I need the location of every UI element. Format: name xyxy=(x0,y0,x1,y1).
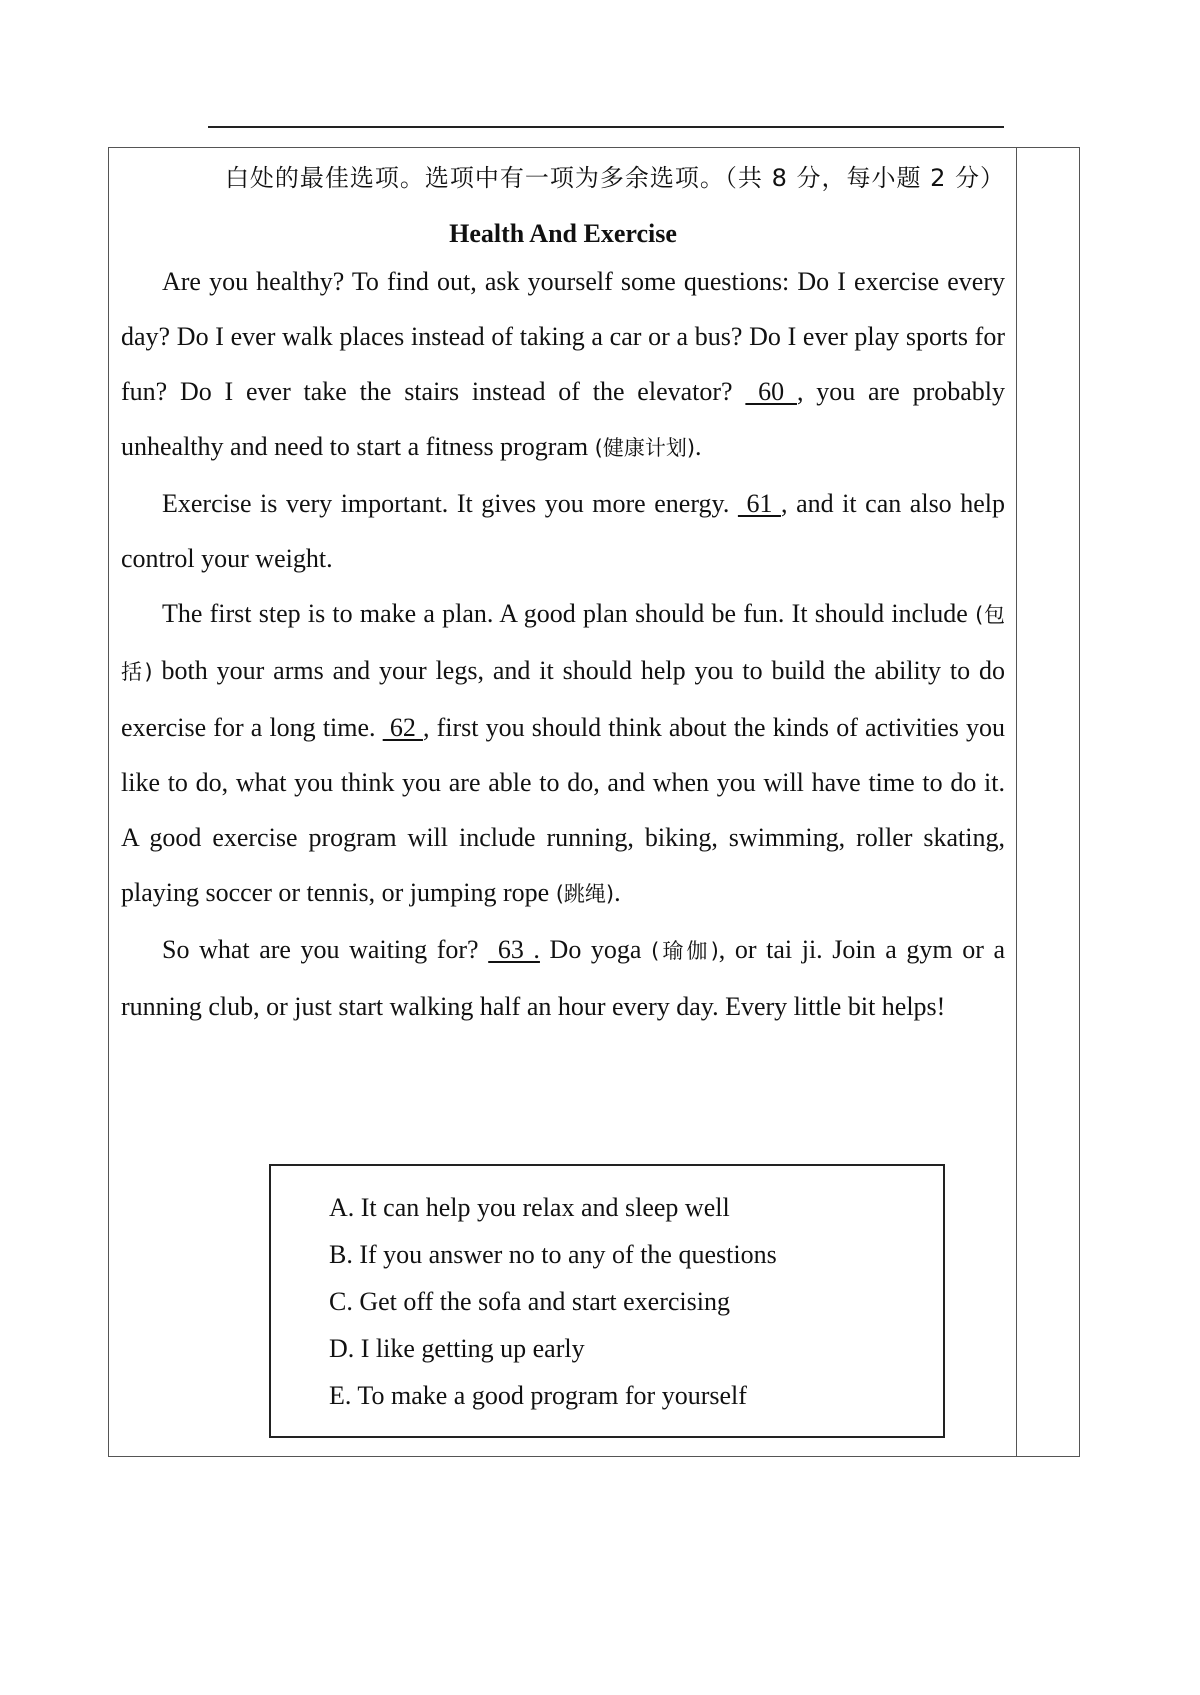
paragraph-3-text-b: both your arms and your legs, and it should help you to build the ability to do exercise for a long time. xyxy=(121,656,1005,742)
paragraph-4 xyxy=(121,922,1005,1034)
option-c: C. Get off the sofa and start exercising xyxy=(329,1287,730,1316)
blank-62: 62 xyxy=(382,713,423,742)
paragraph-4-text: So what are you waiting for? xyxy=(162,935,489,964)
paragraph-1-text: Are you healthy? To find out, ask yourself some questions: Do I exercise every day? Do I ever walk places instead of taking a car or a bus? Do I ever play sports for fun? Do I ever take the stairs instead of the elevator? xyxy=(121,267,1005,406)
gloss-jumping-rope: (跳绳) xyxy=(555,882,615,906)
question-table xyxy=(108,147,1080,1457)
question-content xyxy=(121,148,1005,1034)
paragraph-3-end: . xyxy=(614,878,621,907)
option-d: D. I like getting up early xyxy=(329,1334,585,1363)
option-b: B. If you answer no to any of the questions xyxy=(329,1240,777,1269)
paragraph-3 xyxy=(121,586,1005,922)
gloss-yoga: (瑜伽) xyxy=(651,939,719,963)
passage-title: Health And Exercise xyxy=(449,219,677,248)
paragraph-3-text-c: , first you should think about the kinds of activities you like to do, what you think you are able to do, and when you will have time to do it. A good exercise program will include running, biking, swimming, roller skating, playing soccer or tennis, or jumping rope xyxy=(121,713,1006,907)
option-a: A. It can help you relax and sleep well xyxy=(329,1193,730,1222)
blank-60: 60 xyxy=(745,377,797,406)
gloss-include: (包括) xyxy=(121,603,1005,684)
blank-61: 61 xyxy=(737,489,782,518)
blank-63: 63 . xyxy=(488,935,540,964)
option-e: E. To make a good program for yourself xyxy=(329,1381,747,1410)
paragraph-4-text-b: , or tai ji. Join a gym or a running club, or just start walking half an hour every day. Every little bit helps! xyxy=(121,935,1006,1021)
paragraph-2 xyxy=(121,476,1005,586)
instruction-text: 白处的最佳选项。选项中有一项为多余选项。（共 8 分，每小题 2 分） xyxy=(224,164,1005,192)
header-rule xyxy=(208,126,1004,128)
options-box xyxy=(269,1164,945,1438)
paragraph-4-text-a: Do yoga xyxy=(539,935,652,964)
paragraph-1-end: . xyxy=(695,432,702,461)
paragraph-2-text: Exercise is very important. It gives you more energy. xyxy=(162,489,738,518)
paragraph-1 xyxy=(121,254,1005,476)
table-column-divider xyxy=(1016,148,1017,1456)
paragraph-3-text-a: The first step is to make a plan. A good plan should be fun. It should include xyxy=(162,599,976,628)
gloss-fitness-program: (健康计划) xyxy=(594,436,696,460)
paragraph-2-text-after: , and it can also help control your weight. xyxy=(121,489,1006,573)
paragraph-1-text-after: , you are probably unhealthy and need to start a fitness program xyxy=(121,377,1006,461)
